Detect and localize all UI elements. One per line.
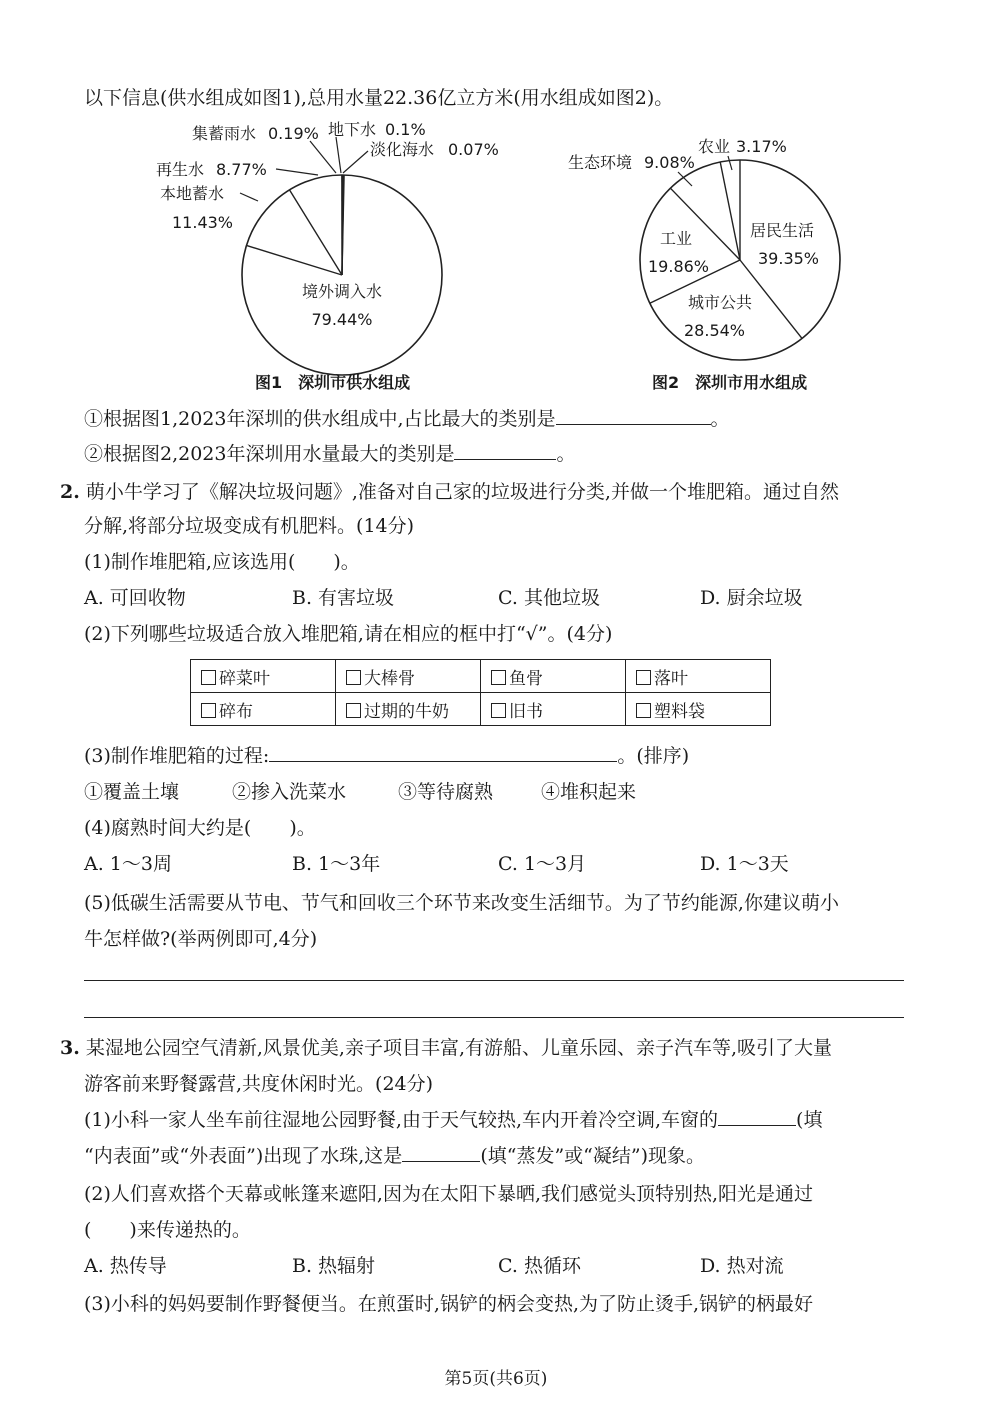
pie2-label-eco: 生态环境 xyxy=(568,153,633,172)
q3-p2-option-d[interactable]: D. 热对流 xyxy=(700,1255,784,1277)
pie1-leader-rain xyxy=(310,141,336,173)
pie1-leader-desal xyxy=(343,151,368,173)
pie1-label-recycled: 再生水 xyxy=(156,160,205,179)
page-footer: 第5页(共6页) xyxy=(444,1369,548,1389)
pie2-label-industry: 工业 xyxy=(660,229,693,248)
waste-cell[interactable] xyxy=(481,660,626,693)
checkbox-icon[interactable] xyxy=(346,703,361,718)
pie1-label-desal: 淡化海水 xyxy=(370,140,435,159)
checkbox-icon[interactable] xyxy=(491,703,506,718)
pie2-value-public: 28.54% xyxy=(684,321,746,340)
waste-label: 落叶 xyxy=(654,668,688,689)
q2-part2: (2)下列哪些垃圾适合放入堆肥箱,请在相应的框中打“√”。(4分) xyxy=(84,623,613,645)
waste-label: 过期的牛奶 xyxy=(364,701,449,722)
supply-pie-chart xyxy=(140,115,499,375)
q2-step-3: ③等待腐熟 xyxy=(398,781,494,803)
q2-step-1: ①覆盖土壤 xyxy=(84,781,180,803)
checkbox-icon[interactable] xyxy=(346,670,361,685)
q2-p4-option-c[interactable]: C. 1～3月 xyxy=(498,853,587,875)
q1-a-end: 。 xyxy=(710,408,730,430)
waste-label: 碎布 xyxy=(219,701,253,722)
pie1-value-rain: 0.19% xyxy=(268,124,319,143)
q2-step-2: ②掺入洗菜水 xyxy=(232,781,347,803)
q2-answer-line-2[interactable] xyxy=(84,1017,904,1018)
pie2-label-agri: 农业 xyxy=(698,137,731,156)
q1-b-blank[interactable] xyxy=(454,441,556,460)
q3-stem1: 某湿地公园空气清新,风景优美,亲子项目丰富,有游船、儿童乐园、亲子汽车等,吸引了大量 xyxy=(85,1037,833,1059)
q3-number: 3. xyxy=(60,1037,80,1059)
q2-p1-option-a[interactable]: A. 可回收物 xyxy=(84,587,186,609)
waste-label: 大棒骨 xyxy=(364,668,415,689)
pie1-leader-local xyxy=(240,193,258,201)
pie2-leader-agri xyxy=(728,156,732,170)
waste-label: 塑料袋 xyxy=(654,701,705,722)
q2-p4-option-b[interactable]: B. 1～3年 xyxy=(292,853,381,875)
q2-stem-line2: 分解,将部分垃圾变成有机肥料。(14分) xyxy=(84,515,415,537)
pie1-value-local: 11.43% xyxy=(172,213,234,232)
q2-part5-line2: 牛怎样做?(举两例即可,4分) xyxy=(84,928,318,950)
checkbox-icon[interactable] xyxy=(636,703,651,718)
q2-p4-option-d[interactable]: D. 1～3天 xyxy=(700,853,789,875)
pie1-label-main: 境外调入水 xyxy=(301,282,383,301)
waste-cell[interactable] xyxy=(626,693,771,726)
q3-part2-line2: ( )来传递热的。 xyxy=(84,1219,251,1241)
q3-part1-line1 xyxy=(84,1106,822,1134)
q3-part2-line1: (2)人们喜欢搭个天幕或帐篷来遮阳,因为在太阳下暴晒,我们感觉头顶特别热,阳光是通过 xyxy=(84,1183,814,1205)
q3-p2-option-b[interactable]: B. 热辐射 xyxy=(292,1255,376,1277)
q2-p3-end: 。(排序) xyxy=(617,745,690,767)
pie1-value-main: 79.44% xyxy=(311,310,373,329)
q2-p4-option-a[interactable]: A. 1～3周 xyxy=(84,853,172,875)
pie2-label-resident: 居民生活 xyxy=(750,221,815,240)
q3-stem-line1 xyxy=(60,1034,832,1062)
pie2-value-agri: 3.17% xyxy=(736,137,787,156)
waste-checkbox-table xyxy=(190,659,771,726)
q3-p1a-text: (1)小科一家人坐车前往湿地公园野餐,由于天气较热,车内开着冷空调,车窗的 xyxy=(84,1109,719,1131)
chart2-caption: 图2 深圳市用水组成 xyxy=(652,373,808,392)
pie-slice-boundary xyxy=(670,188,740,260)
q2-p1-option-c[interactable]: C. 其他垃圾 xyxy=(498,587,600,609)
pie2-label-public: 城市公共 xyxy=(688,293,753,312)
pie1-leader-ground xyxy=(336,137,341,173)
usage-pie-chart xyxy=(560,120,880,380)
q3-part1-line2 xyxy=(84,1142,705,1170)
q2-number: 2. xyxy=(60,481,80,503)
q3-p1a-end: (填 xyxy=(796,1109,823,1131)
q2-part5-line1: (5)低碳生活需要从节电、节气和回收三个环节来改变生活细节。为了节约能源,你建议萌小 xyxy=(84,892,839,914)
q1-b-end: 。 xyxy=(556,443,576,465)
q1-b xyxy=(84,440,576,468)
pie2-value-eco: 9.08% xyxy=(644,153,695,172)
q3-p2-option-c[interactable]: C. 热循环 xyxy=(498,1255,581,1277)
checkbox-icon[interactable] xyxy=(636,670,651,685)
q2-step-4: ④堆积起来 xyxy=(541,781,637,803)
q3-part3-line1: (3)小科的妈妈要制作野餐便当。在煎蛋时,锅铲的柄会变热,为了防止烫手,锅铲的柄最好 xyxy=(84,1293,814,1315)
pie1-label-ground: 地下水 xyxy=(328,120,377,139)
pie1-value-desal: 0.07% xyxy=(448,140,499,159)
q2-p1-option-b[interactable]: B. 有害垃圾 xyxy=(292,587,395,609)
pie2-value-industry: 19.86% xyxy=(648,257,710,276)
checkbox-icon[interactable] xyxy=(491,670,506,685)
pie2-value-resident: 39.35% xyxy=(758,249,820,268)
q2-answer-line-1[interactable] xyxy=(84,980,904,981)
q3-p1-blank-1[interactable] xyxy=(718,1107,796,1126)
intro-text: 以下信息(供水组成如图1),总用水量22.36亿立方米(用水组成如图2)。 xyxy=(84,87,674,109)
waste-label: 碎菜叶 xyxy=(219,668,270,689)
checkbox-icon[interactable] xyxy=(201,670,216,685)
pie1-value-recycled: 8.77% xyxy=(216,160,267,179)
checkbox-icon[interactable] xyxy=(201,703,216,718)
waste-cell[interactable] xyxy=(481,693,626,726)
q2-part4: (4)腐熟时间大约是( )。 xyxy=(84,817,316,839)
q3-p2-option-a[interactable]: A. 热传导 xyxy=(84,1255,167,1277)
q2-stem-line1 xyxy=(60,478,839,506)
q2-stem1: 萌小牛学习了《解决垃圾问题》,准备对自己家的垃圾进行分类,并做一个堆肥箱。通过自然 xyxy=(85,481,839,503)
q2-p1-option-d[interactable]: D. 厨余垃圾 xyxy=(700,587,803,609)
q3-stem-line2: 游客前来野餐露营,共度休闲时光。(24分) xyxy=(84,1073,434,1095)
q2-part1: (1)制作堆肥箱,应该选用( )。 xyxy=(84,551,360,573)
q2-p3-text: (3)制作堆肥箱的过程: xyxy=(84,745,270,767)
q3-p1-blank-2[interactable] xyxy=(402,1143,480,1162)
pie1-label-local: 本地蓄水 xyxy=(160,184,225,203)
pie-slice-boundary xyxy=(720,162,740,260)
chart1-caption: 图1 深圳市供水组成 xyxy=(255,373,411,392)
pie1-leader-recycled xyxy=(276,169,318,175)
waste-cell[interactable] xyxy=(191,660,336,693)
q1-a-text: ①根据图1,2023年深圳的供水组成中,占比最大的类别是 xyxy=(84,408,556,430)
q2-p3-blank[interactable] xyxy=(269,743,617,762)
pie-slice-boundary xyxy=(290,190,343,275)
waste-cell[interactable] xyxy=(626,660,771,693)
pie1-label-rain: 集蓄雨水 xyxy=(192,124,257,143)
q1-b-text: ②根据图2,2023年深圳用水量最大的类别是 xyxy=(84,443,455,465)
waste-label: 旧书 xyxy=(509,701,543,722)
waste-cell[interactable] xyxy=(336,693,481,726)
q2-part3 xyxy=(84,742,689,770)
q1-a xyxy=(84,405,730,433)
waste-label: 鱼骨 xyxy=(509,668,543,689)
pie-slice-boundary xyxy=(246,245,342,275)
q1-a-blank[interactable] xyxy=(556,406,711,425)
q3-p1b-text: “内表面”或“外表面”)出现了水珠,这是 xyxy=(84,1145,403,1167)
waste-cell[interactable] xyxy=(191,693,336,726)
waste-cell[interactable] xyxy=(336,660,481,693)
q3-p1b-end: (填“蒸发”或“凝结”)现象。 xyxy=(480,1145,705,1167)
pie1-value-ground: 0.1% xyxy=(385,120,426,139)
